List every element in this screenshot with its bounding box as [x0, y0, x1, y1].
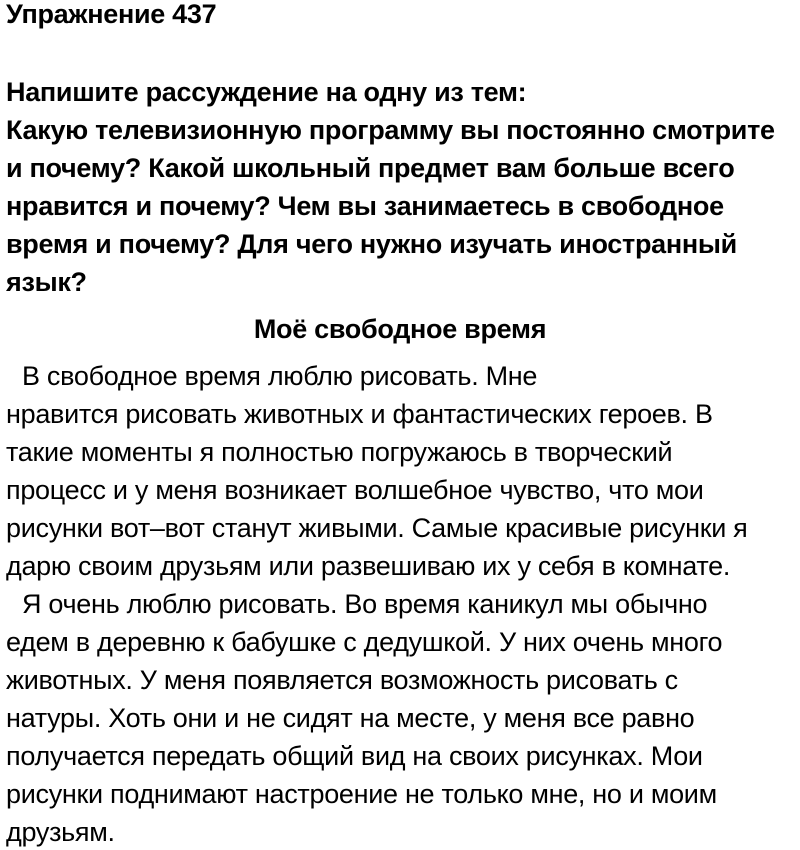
essay-line: такие моменты я полностью погружаюсь в творческий — [6, 437, 673, 467]
essay-line: животных. У меня появляется возможность рисовать с — [6, 665, 678, 695]
task-line: нравится и почему? Чем вы занимаетесь в свободное — [6, 191, 724, 221]
essay-line: натуры. Хоть они и не сидят на месте, у меня все равно — [6, 703, 695, 733]
essay-line: едем в деревню к бабушке с дедушкой. У них очень много — [6, 627, 723, 657]
task-line: и почему? Какой школьный предмет вам больше всего — [6, 153, 735, 183]
exercise-heading: Упражнение 437 — [6, 0, 217, 29]
task-line: Какую телевизионную программу вы постоянно смотрите — [6, 115, 775, 145]
essay-line: нравится рисовать животных и фантастических героев. В — [6, 399, 713, 429]
essay-line: рисунки вот–вот станут живыми. Самые красивые рисунки я — [6, 513, 748, 543]
essay-line: дарю своим друзьям или развешиваю их у себя в комнате. — [6, 551, 731, 581]
task-line: язык? — [6, 267, 87, 297]
essay-line: Я очень люблю рисовать. Во время каникул мы обычно — [22, 589, 708, 619]
task-line: Напишите рассуждение на одну из тем: — [6, 77, 527, 107]
task-line: время и почему? Для чего нужно изучать иностранный — [6, 229, 737, 259]
essay-title: Моё свободное время — [253, 314, 547, 344]
essay-line: получается передать общий вид на своих рисунках. Мои — [6, 741, 703, 771]
essay-line: процесс и у меня возникает волшебное чувство, что мои — [6, 475, 704, 505]
essay-line: друзьям. — [6, 817, 115, 847]
essay-line: В свободное время люблю рисовать. Мне — [22, 361, 538, 391]
essay-line: рисунки поднимают настроение не только мне, но и моим — [6, 779, 717, 809]
